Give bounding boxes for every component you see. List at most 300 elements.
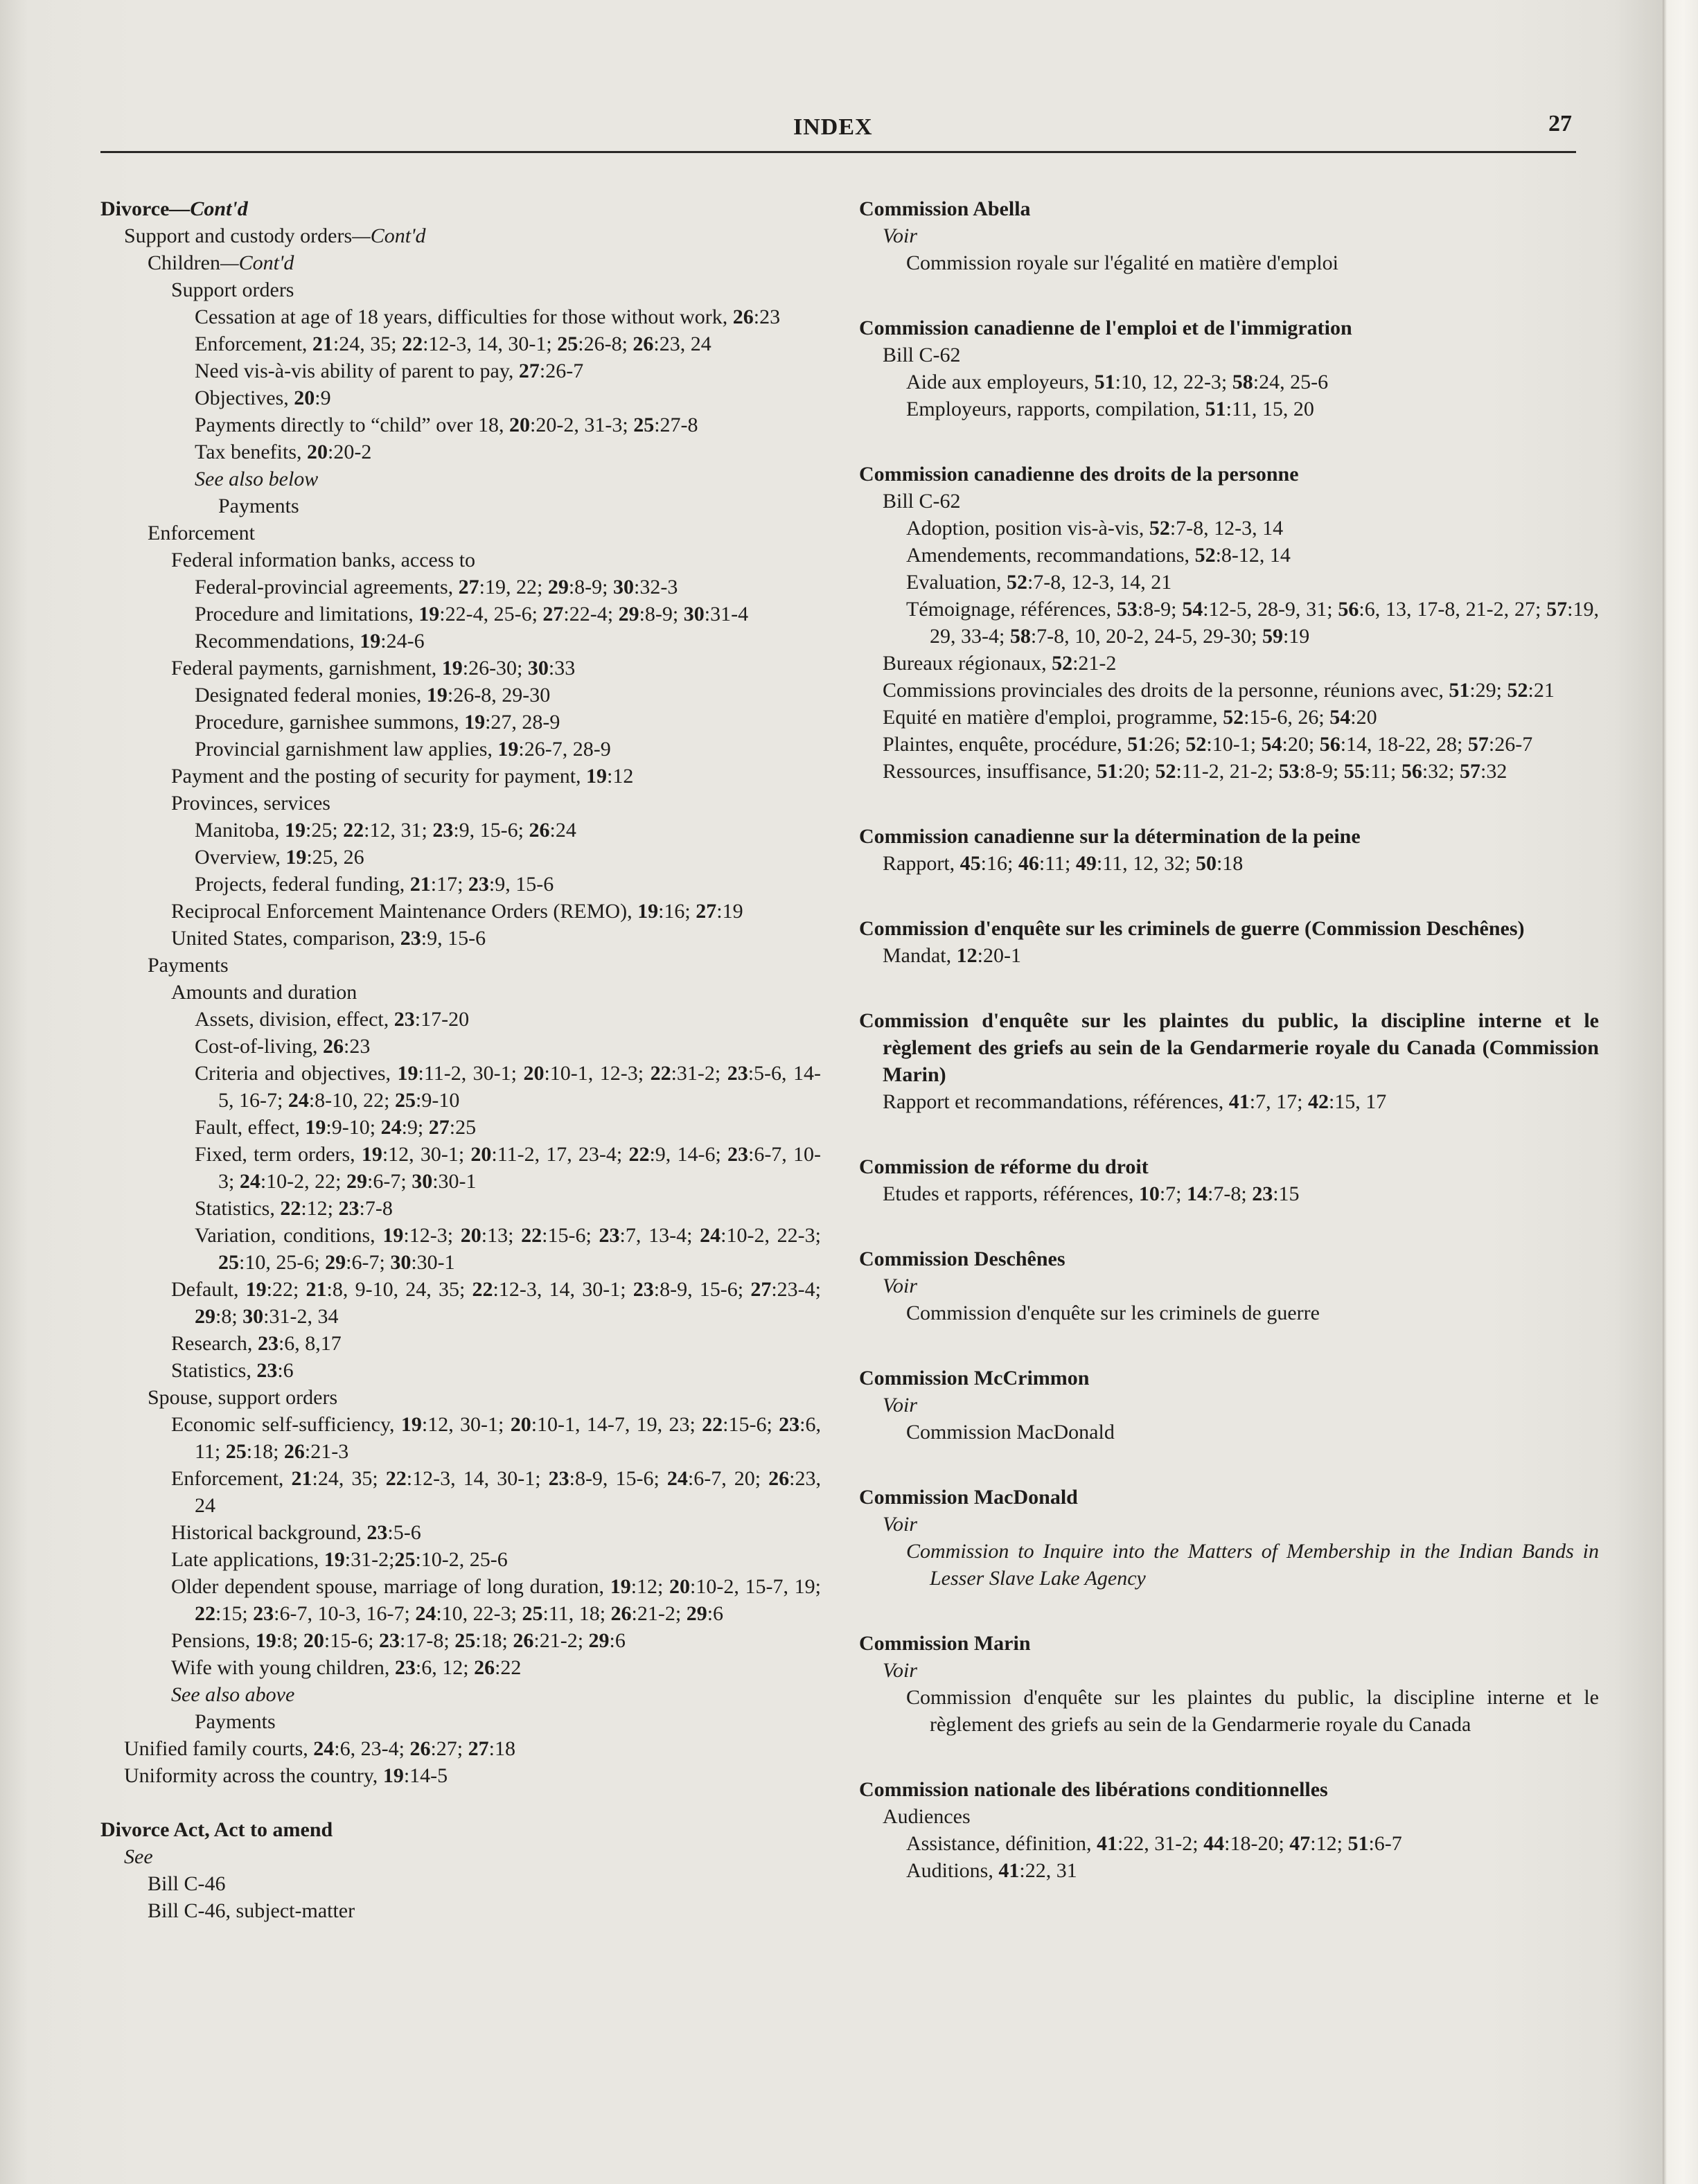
entry-text: :7-8, 12-3, 14: [1169, 517, 1284, 540]
entry-text: :5-6, 14-5, 16-7;: [218, 1062, 821, 1112]
entry-spacer: [851, 1207, 1599, 1245]
volume-number: 23: [1252, 1182, 1273, 1205]
volume-number: 56: [1338, 598, 1359, 621]
volume-number: 26: [732, 305, 754, 328]
entry-text: :12-3, 14, 30-1;: [406, 1467, 549, 1490]
entry-text: :10-2, 15-7, 19;: [690, 1575, 822, 1598]
volume-number: 41: [1228, 1090, 1250, 1113]
cross-reference: —Cont'd: [220, 251, 294, 274]
entry-text: Equité en matière d'emploi, programme,: [883, 706, 1223, 729]
entry-spacer: [851, 1115, 1599, 1153]
index-entry: [859, 369, 1599, 396]
entry-text: :16;: [658, 900, 696, 923]
volume-number: 25: [522, 1602, 543, 1625]
index-entry: [859, 1511, 1599, 1538]
index-main-heading: [859, 823, 1599, 850]
entry-text: :25, 26: [306, 846, 364, 869]
entry-text: :26-8, 29-30: [447, 684, 551, 707]
entry-text: Fixed, term orders,: [195, 1143, 362, 1166]
volume-number: 29: [346, 1170, 368, 1193]
volume-number: 25: [633, 414, 655, 436]
volume-number: 47: [1289, 1832, 1311, 1855]
entry-text: Federal information banks, access to: [171, 549, 476, 571]
entry-text: :18;: [246, 1440, 284, 1463]
entry-text: :26-7: [1488, 733, 1533, 756]
index-main-heading: [859, 1484, 1599, 1511]
entry-text: Procedure and limitations,: [195, 603, 419, 625]
volume-number: 54: [1261, 733, 1282, 756]
entry-text: :21: [1528, 679, 1555, 702]
entry-text: :12-3, 14, 30-1;: [493, 1278, 633, 1301]
entry-text: Amounts and duration: [171, 981, 357, 1004]
entry-text: :24, 35;: [312, 1467, 386, 1490]
index-entry: [100, 1735, 821, 1762]
volume-number: 23: [599, 1224, 620, 1247]
entry-text: Employeurs, rapports, compilation,: [906, 398, 1205, 420]
volume-number: 30: [412, 1170, 433, 1193]
entry-text: Commission royale sur l'égalité en matière d'emploi: [906, 251, 1338, 274]
entry-text: :12-3;: [403, 1224, 461, 1247]
index-entry: [100, 682, 821, 709]
volume-number: 54: [1329, 706, 1351, 729]
volume-number: 23: [400, 927, 421, 950]
cross-reference: —Cont'd: [169, 197, 248, 220]
volume-number: 19: [397, 1062, 418, 1085]
index-entry-group: [859, 1630, 1599, 1738]
entry-text: :12;: [630, 1575, 670, 1598]
volume-number: 30: [683, 603, 705, 625]
volume-number: 22: [385, 1467, 407, 1490]
entry-text: :22, 31: [1019, 1859, 1077, 1882]
index-entry: [859, 677, 1599, 704]
entry-text: :20-2: [328, 441, 372, 463]
entry-text: :9-10;: [326, 1116, 381, 1139]
entry-text: Fault, effect,: [195, 1116, 306, 1139]
entry-text: :10-2, 25-6: [415, 1548, 508, 1571]
volume-number: 25: [454, 1629, 476, 1652]
volume-number: 19: [305, 1116, 326, 1139]
volume-number: 19: [426, 684, 448, 707]
page-edge: [1663, 0, 1698, 2184]
cross-reference: —Cont'd: [352, 224, 426, 247]
entry-text: :23: [344, 1035, 371, 1058]
entry-text: Enforcement,: [171, 1467, 292, 1490]
volume-number: 20: [510, 1413, 531, 1436]
entry-text: :12-5, 28-9, 31;: [1203, 598, 1338, 621]
entry-text: :27;: [430, 1737, 468, 1760]
volume-number: 19: [610, 1575, 631, 1598]
entry-text: :19, 29, 33-4;: [930, 598, 1599, 648]
entry-text: Témoignage, références,: [906, 598, 1117, 621]
entry-text: :10-1, 14-7, 19, 23;: [531, 1413, 702, 1436]
volume-number: 27: [468, 1737, 489, 1760]
index-entry: [100, 438, 821, 465]
entry-text: :22-4, 25-6;: [439, 603, 543, 625]
index-main-heading: [859, 314, 1599, 341]
entry-text: Support orders: [171, 278, 294, 301]
entry-text: United States, comparison,: [171, 927, 400, 950]
entry-text: :27-8: [654, 414, 698, 436]
entry-text: :26-30;: [462, 657, 528, 680]
entry-text: Enforcement: [148, 522, 255, 544]
entry-text: Need vis-à-vis ability of parent to pay,: [195, 359, 519, 382]
volume-number: 50: [1195, 852, 1217, 875]
entry-text: :8;: [215, 1305, 243, 1328]
index-entry: [100, 1465, 821, 1519]
index-entry: [100, 357, 821, 384]
index-main-heading: [859, 1630, 1599, 1657]
index-entry: [859, 1857, 1599, 1884]
volume-number: 26: [323, 1035, 344, 1058]
entry-text: :10-1;: [1206, 733, 1262, 756]
volume-number: 24: [415, 1602, 436, 1625]
entry-text: :11;: [1364, 760, 1401, 783]
index-main-heading: [100, 1816, 821, 1843]
volume-number: 52: [1507, 679, 1528, 702]
entry-text: Commission d'enquête sur les criminels de guerre: [906, 1302, 1320, 1324]
entry-text: :10, 25-6;: [239, 1251, 326, 1274]
index-entry: [100, 1222, 821, 1276]
volume-number: 29: [588, 1629, 610, 1652]
index-entry: [100, 1357, 821, 1384]
volume-number: 27: [458, 576, 479, 598]
volume-number: 23: [393, 1008, 415, 1031]
volume-number: 23: [394, 1656, 416, 1679]
entry-text: Bill C-62: [883, 344, 961, 366]
index-entry: [100, 1033, 821, 1060]
volume-number: 52: [1155, 760, 1176, 783]
index-entry: [100, 574, 821, 601]
entry-text: :22: [495, 1656, 522, 1679]
entry-text: Evaluation,: [906, 571, 1007, 594]
entry-text: Cessation at age of 18 years, difficulties for those without work,: [195, 305, 733, 328]
index-entry: [100, 1411, 821, 1465]
entry-text: Commission Abella: [859, 197, 1031, 220]
volume-number: 26: [610, 1602, 632, 1625]
entry-text: :22, 31-2;: [1117, 1832, 1204, 1855]
volume-number: 19: [441, 657, 463, 680]
volume-number: 21: [306, 1278, 327, 1301]
entry-text: :32;: [1422, 760, 1460, 783]
volume-number: 20: [303, 1629, 324, 1652]
volume-number: 41: [998, 1859, 1020, 1882]
volume-number: 52: [1006, 571, 1027, 594]
volume-number: 23: [727, 1143, 748, 1166]
entry-spacer: [851, 877, 1599, 915]
entry-text: :15;: [215, 1602, 254, 1625]
volume-number: 29: [195, 1305, 215, 1328]
index-entry: [100, 736, 821, 763]
volume-number: 19: [255, 1629, 276, 1652]
index-entry: [859, 731, 1599, 758]
entry-text: :20-2, 31-3;: [530, 414, 634, 436]
entry-text: :20;: [1117, 760, 1156, 783]
volume-number: 54: [1182, 598, 1203, 621]
volume-number: 27: [428, 1116, 450, 1139]
entry-text: :11-2, 17, 23-4;: [491, 1143, 629, 1166]
entry-text: :11-2, 30-1;: [418, 1062, 524, 1085]
entry-text: :10, 12, 22-3;: [1115, 371, 1232, 393]
volume-number: 23: [633, 1278, 654, 1301]
entry-text: :12: [607, 765, 634, 788]
volume-number: 20: [669, 1575, 691, 1598]
entry-text: :18: [488, 1737, 515, 1760]
entry-text: Cost-of-living,: [195, 1035, 323, 1058]
volume-number: 23: [727, 1062, 748, 1085]
header-title: INDEX: [793, 114, 873, 140]
volume-number: 29: [325, 1251, 346, 1274]
entry-text: Enforcement,: [195, 332, 312, 355]
volume-number: 19: [382, 1764, 404, 1787]
entry-text: :19: [1282, 625, 1310, 648]
entry-text: Uniformity across the country,: [124, 1764, 383, 1787]
index-entry: [100, 1843, 821, 1870]
entry-text: :6-7, 20;: [687, 1467, 769, 1490]
volume-number: 19: [361, 1143, 382, 1166]
volume-number: 19: [382, 1224, 404, 1247]
volume-number: 22: [343, 819, 364, 842]
entry-text: :8-9, 15-6;: [569, 1467, 667, 1490]
entry-text: :21-2;: [533, 1629, 589, 1652]
entry-text: :31-2;: [671, 1062, 727, 1085]
index-entry: [859, 1299, 1599, 1326]
index-entry: [100, 871, 821, 898]
entry-text: :10-2, 22-3;: [720, 1224, 821, 1247]
volume-number: 25: [225, 1440, 247, 1463]
volume-number: 30: [390, 1251, 412, 1274]
volume-number: 23: [256, 1359, 278, 1382]
entry-text: :7, 13-4;: [619, 1224, 700, 1247]
entry-text: :7;: [1159, 1182, 1187, 1205]
index-entry: [859, 396, 1599, 423]
entry-text: Commission canadienne des droits de la personne: [859, 463, 1299, 486]
volume-number: 19: [418, 603, 440, 625]
entry-text: :12, 31;: [364, 819, 433, 842]
entry-text: :16;: [980, 852, 1018, 875]
entry-text: :23: [753, 305, 781, 328]
volume-number: 20: [523, 1062, 545, 1085]
volume-number: 20: [509, 414, 531, 436]
index-entry: [859, 1180, 1599, 1207]
entry-text: :10-1, 12-3;: [544, 1062, 651, 1085]
cross-reference: Voir: [883, 1659, 918, 1682]
entry-text: :6, 12;: [415, 1656, 475, 1679]
volume-number: 26: [513, 1629, 534, 1652]
entry-text: :12-3, 14, 30-1;: [423, 332, 558, 355]
index-entry: [100, 1897, 821, 1924]
entry-text: Commission nationale des libérations conditionnelles: [859, 1778, 1328, 1801]
entry-text: :9, 14-6;: [649, 1143, 727, 1166]
entry-text: :9, 15-6;: [453, 819, 529, 842]
entry-text: :12, 30-1;: [421, 1413, 511, 1436]
index-entry: [100, 1762, 821, 1789]
entry-text: Variation, conditions,: [195, 1224, 383, 1247]
entry-text: :6-7, 10-3, 16-7;: [274, 1602, 416, 1625]
index-entry-group: [859, 915, 1599, 969]
index-entry-group: [859, 314, 1599, 423]
entry-text: Commission d'enquête sur les plaintes du public, la discipline interne et le règlement des griefs au sein de la Gendarmerie royale du Canada: [906, 1686, 1599, 1736]
volume-number: 51: [1449, 679, 1470, 702]
entry-text: :12;: [301, 1197, 339, 1220]
entry-text: Assistance, définition,: [906, 1832, 1097, 1855]
entry-text: :8, 9-10, 24, 35;: [326, 1278, 472, 1301]
index-entry-group: [859, 823, 1599, 877]
volume-number: 52: [1185, 733, 1207, 756]
entry-text: Commission d'enquête sur les plaintes du public, la discipline interne et le règlement des griefs au sein de la Gendarmerie royale du Canada (Commission Marin): [859, 1009, 1599, 1086]
volume-number: 19: [285, 846, 307, 869]
index-entry-group: [859, 1007, 1599, 1115]
entry-text: Bill C-46, subject-matter: [148, 1899, 355, 1922]
entry-text: :25: [449, 1116, 477, 1139]
entry-text: Criteria and objectives,: [195, 1062, 398, 1085]
volume-number: 23: [379, 1629, 400, 1652]
volume-number: 49: [1075, 852, 1097, 875]
entry-text: Commission McCrimmon: [859, 1367, 1090, 1390]
entry-text: :15-6, 26;: [1244, 706, 1330, 729]
index-entry: [100, 1573, 821, 1627]
entry-text: :9;: [401, 1116, 429, 1139]
entry-text: :29;: [1469, 679, 1507, 702]
volume-number: 52: [1149, 517, 1170, 540]
volume-number: 24: [239, 1170, 260, 1193]
index-entry: [859, 942, 1599, 969]
volume-number: 56: [1401, 760, 1422, 783]
entry-text: Manitoba,: [195, 819, 285, 842]
index-entry: [859, 249, 1599, 276]
index-entry: [859, 596, 1599, 650]
volume-number: 52: [1223, 706, 1244, 729]
index-entry-group: [859, 1245, 1599, 1326]
entry-text: Auditions,: [906, 1859, 999, 1882]
entry-text: :21-2;: [631, 1602, 687, 1625]
volume-number: 52: [1052, 652, 1073, 675]
index-entry: [100, 655, 821, 682]
entry-text: :17;: [430, 873, 468, 896]
page-number: 27: [1548, 111, 1572, 136]
entry-text: Plaintes, enquête, procédure,: [883, 733, 1128, 756]
volume-number: 29: [686, 1602, 707, 1625]
volume-number: 52: [1194, 544, 1216, 567]
index-main-heading: [859, 915, 1599, 942]
index-entry: [859, 1657, 1599, 1684]
entry-text: Recommendations,: [195, 630, 360, 652]
volume-number: 23: [432, 819, 454, 842]
entry-text: :15-6;: [324, 1629, 380, 1652]
volume-number: 22: [521, 1224, 542, 1247]
index-entry: [100, 384, 821, 411]
volume-number: 25: [557, 332, 578, 355]
index-entry: [100, 276, 821, 303]
index-entry-group: [859, 1365, 1599, 1446]
volume-number: 21: [312, 332, 333, 355]
index-entry: [859, 1419, 1599, 1446]
entry-text: :32: [1480, 760, 1507, 783]
index-entry: [859, 1684, 1599, 1738]
entry-text: Tax benefits,: [195, 441, 308, 463]
index-entry: [100, 898, 821, 925]
volume-number: 23: [468, 873, 489, 896]
entry-text: Historical background,: [171, 1521, 367, 1544]
entry-text: :20-1: [977, 944, 1021, 967]
entry-text: :24, 35;: [333, 332, 403, 355]
entry-text: Federal payments, garnishment,: [171, 657, 442, 680]
volume-number: 25: [394, 1548, 416, 1571]
entry-text: :18;: [475, 1629, 513, 1652]
entry-text: :24-6: [380, 630, 425, 652]
entry-text: :11-2, 21-2;: [1176, 760, 1279, 783]
volume-number: 26: [283, 1440, 305, 1463]
volume-number: 20: [460, 1224, 481, 1247]
entry-text: :8;: [276, 1629, 303, 1652]
entry-text: Bureaux régionaux,: [883, 652, 1052, 675]
entry-text: :6-7: [1368, 1832, 1402, 1855]
volume-number: 25: [395, 1089, 416, 1112]
entry-text: :8-9;: [568, 576, 614, 598]
volume-number: 27: [542, 603, 564, 625]
entry-text: Commission canadienne de l'emploi et de l'immigration: [859, 317, 1352, 339]
cross-reference: Voir: [883, 1513, 918, 1536]
volume-number: 20: [307, 441, 328, 463]
entry-text: Bill C-46: [148, 1872, 226, 1895]
entry-text: :6-7, 10-3;: [218, 1143, 821, 1193]
cross-reference: Voir: [883, 1275, 918, 1297]
index-entry: [100, 1384, 821, 1411]
index-entry: [100, 1114, 821, 1141]
entry-text: Ressources, insuffisance,: [883, 760, 1097, 783]
index-entry: [100, 303, 821, 330]
entry-text: :19: [716, 900, 743, 923]
entry-text: :23-4;: [771, 1278, 822, 1301]
entry-text: Procedure, garnishee summons,: [195, 711, 465, 734]
entry-text: Payments: [195, 1710, 276, 1733]
volume-number: 56: [1319, 733, 1341, 756]
entry-text: :6: [609, 1629, 626, 1652]
index-entry: [100, 925, 821, 952]
index-entry: [859, 1272, 1599, 1299]
volume-number: 51: [1205, 398, 1226, 420]
entry-text: :9: [315, 387, 331, 409]
entry-text: Provinces, services: [171, 792, 330, 815]
volume-number: 51: [1347, 1832, 1369, 1855]
entry-text: :23, 24: [195, 1467, 822, 1517]
entry-text: :11, 18;: [542, 1602, 611, 1625]
entry-text: Unified family courts,: [124, 1737, 314, 1760]
cross-reference: Commission to Inquire into the Matters of Membership in the Indian Bands in Lesser Slave Lake Agency: [906, 1540, 1599, 1590]
volume-number: 19: [360, 630, 381, 652]
volume-number: 53: [1116, 598, 1138, 621]
entry-text: :6, 23-4;: [334, 1737, 410, 1760]
index-entry: [859, 1538, 1599, 1592]
entry-text: Payment and the posting of security for payment,: [171, 765, 587, 788]
entry-spacer: [851, 1326, 1599, 1365]
entry-text: Commission MacDonald: [906, 1421, 1115, 1444]
entry-text: :17-8;: [400, 1629, 455, 1652]
index-entry: [100, 763, 821, 790]
entry-text: :5-6: [387, 1521, 421, 1544]
cross-reference: See: [124, 1845, 153, 1868]
volume-number: 26: [529, 819, 550, 842]
entry-text: :31-4: [704, 603, 749, 625]
entry-text: Objectives,: [195, 387, 294, 409]
volume-number: 55: [1343, 760, 1365, 783]
entry-text: Payments: [148, 954, 229, 977]
entry-text: :9, 15-6: [421, 927, 486, 950]
entry-text: :21-2: [1072, 652, 1117, 675]
volume-number: 23: [338, 1197, 360, 1220]
volume-number: 19: [586, 765, 608, 788]
volume-number: 19: [637, 900, 659, 923]
entry-text: :22-4;: [563, 603, 619, 625]
